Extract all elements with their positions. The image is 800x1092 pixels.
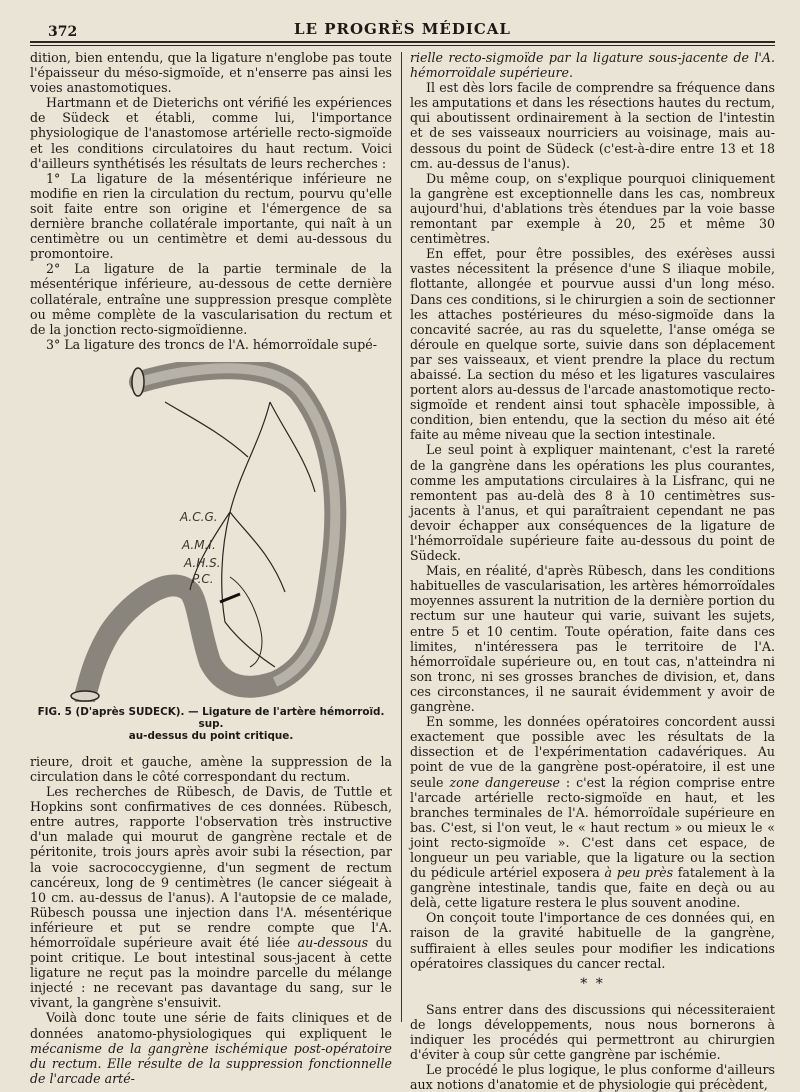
emphasis: mécanisme de la gangrène ischémique post-opératoire du rectum. Elle résulte de la suppression fonctionnelle de l'arcade arté-: [30, 1040, 392, 1086]
paragraph: 1° La ligature de la mésentérique inférieure ne modifie en rien la circulation du rectum, pourvu qu'elle soit faite entre son origine et l'émergence de sa dernière branche collatérale importante, qui naît à un centimètre ou un centimètre et demi au-dessous du promontoire.: [30, 170, 392, 262]
paragraph: 2° La ligature de la partie terminale de la mésentérique inférieure, au-dessous de cette dernière collatérale, entraîne une suppression presque complète ou même complète de la vascularisation du rectum et de la jonction recto-sigmoïdienne.: [30, 261, 392, 337]
section-separator: * *: [580, 975, 605, 992]
paragraph: Sans entrer dans des discussions qui nécessiteraient de longs développements, nous nous bornerons à indiquer les procédés qui permettront au chirurgien d'éviter à coup sûr cette gangrène par ischémie.: [410, 1001, 775, 1063]
emphasis: rielle recto-sigmoïde par la ligature sous-jacente de l'A. hémorroïdale supérieure.: [410, 50, 775, 81]
caption-line: FIG. 5 (D'après SUDECK). — Ligature de l'artère hémorroïd. sup.: [37, 705, 385, 730]
header-rule: [30, 41, 775, 43]
paragraph: Mais, en réalité, d'après Rübesch, dans les conditions habituelles de vascularisation, les artères hémorroïdales moyennes assurent la nutrition de la dernière portion du rectum sur une hauteur qui varie, suivant les sujets, entre 5 et 10 centim. Toute opération, faite dans ces limites, n'intéressera pas le territoire de l'A. hémorroïdale supérieure ou, en tout cas, n'atteindra ni son tronc, ni ses grosses branches de division, et, dans ces circonstances, il ne saurait évidemment y avoir de gangrène.: [410, 563, 775, 715]
paragraph: Le seul point à expliquer maintenant, c'est la rareté de la gangrène dans les opérations les plus courantes, comme les amputations circulaires à la Lisfranc, qui ne remontent pas au-delà des 8 à 10 centimètres sus-jacents à l'anus, et qui paraîtraient cependant ne pas devoir échapper aux conséquences de la ligature de l'hémorroïdale supérieure faite au-dessous du point de Südeck.: [410, 442, 775, 564]
paragraph: [30, 1010, 392, 1085]
paragraph: rieure, droit et gauche, amène la suppression de la circulation dans le côté correspondant du rectum.: [30, 753, 392, 784]
label-ahs: A.H.S.: [184, 555, 221, 570]
emphasis: à peu près: [604, 865, 674, 881]
emphasis: zone dangereuse: [449, 774, 560, 790]
artery-branches: [165, 402, 315, 667]
paragraph: Du même coup, on s'explique pourquoi cliniquement la gangrène est exceptionnelle dans les cas, nombreux aujourd'hui, d'ablations très étendues par la voie basse remontant par exemple à 20, 25 et même 30 centimètres.: [410, 170, 775, 247]
paragraph: Il est dès lors facile de comprendre sa fréquence dans les amputations et dans les résections hautes du rectum, qui aboutissent ordinairement à la section de l'intestin et de ses vaisseaux nourriciers au voisinage, mais au-dessous du point de Südeck (c'est-à-dire entre 13 et 18 cm. au-dessus de l'anus).: [410, 80, 775, 171]
paragraph: dition, bien entendu, que la ligature n'englobe pas toute l'épaisseur du méso-sigmoïde, et n'enserre pas ainsi les voies anastomotiques.: [30, 50, 392, 96]
right-column: [410, 50, 775, 1092]
paragraph: [410, 714, 775, 910]
colon-end-bottom: [71, 691, 99, 701]
colon-illustration: [70, 362, 350, 702]
page-header: [30, 14, 775, 44]
text-run: fatalement à la gangrène intestinale, tandis que, faite en deçà ou au delà, cette ligature restera le plus souvent anodine.: [410, 865, 775, 911]
caption-line: au-dessus du point critique.: [128, 729, 294, 742]
emphasis: au-dessous: [297, 935, 369, 950]
paragraph: 3° La ligature des troncs de l'A. hémorroïdale supé-: [46, 336, 377, 352]
left-column: [30, 50, 392, 1086]
ligature-mark: [220, 594, 240, 602]
colon-shape: [85, 368, 335, 697]
label-ami: A.M.I.: [182, 537, 216, 552]
journal-title: LE PROGRÈS MÉDICAL: [294, 20, 511, 38]
header-rule-thin: [30, 45, 775, 46]
column-divider: [401, 52, 402, 1022]
text-run: Voilà donc toute une série de faits cliniques et de données anatomo-physiologiques qui expliquent le: [30, 1010, 392, 1041]
paragraph: Hartmann et de Dieterichs ont vérifié les expériences de Südeck et établi, comme lui, l'importance physiologique de l'anastomose artérielle recto-sigmoïde et les conditions circulatoires du haut rectum. Voici d'ailleurs synthétisés les résultats de leurs recherches :: [30, 95, 392, 171]
paragraph: On conçoit toute l'importance de ces données qui, en raison de la gravité habituelle de la gangrène, suffiraient à elles seules pour modifier les indications opératoires classiques du cancer rectal.: [410, 910, 775, 971]
colon-end-top: [132, 368, 144, 396]
paragraph: Le procédé le plus logique, le plus conforme d'ailleurs aux notions d'anatomie et de physiologie qui précèdent,: [410, 1062, 775, 1092]
paragraph: [30, 784, 392, 1010]
text-run: En somme, les données opératoires concordent aussi exactement que possible avec les résultats de la dissection et de l'expérimentation cadavériques. Au point de vue de la gangrène post-opératoire, il est une seule: [410, 714, 775, 790]
paragraph: [410, 50, 775, 80]
figure-caption: [30, 706, 392, 742]
paragraph: En effet, pour être possibles, des exérèses aussi vastes nécessitent la présence d'une S iliaque mobile, flottante, allongée et pourvue aussi d'un long méso. Dans ces conditions, si le chirurgien a soin de sectionner les attaches postérieures du méso-sigmoïde dans la concavité sacrée, au ras du squelette, l'anse oméga se déroule en quelque sorte, suivie dans son déplacement par ses vaisseaux, et vient prendre la place du rectum abaissé. La section du méso et les ligatures vasculaires portent alors au-dessus de l'arcade anastomotique recto-sigmoïde et rendent ainsi tout sphacèle impossible, à condition, bien entendu, que la section du méso ait été faite au même niveau que la section intestinale.: [410, 246, 775, 443]
figure-5: [30, 362, 392, 702]
text-run: du point critique. Le bout intestinal sous-jacent à cette ligature ne reçut pas la moindre parcelle du mélange injecté : ne recevant pas davantage du sang, sur le vivant, la gangrène s'ensuivit.: [30, 935, 392, 1011]
page-number: 372: [48, 24, 78, 40]
text-run: : c'est la région comprise entre l'arcade artérielle recto-sigmoïde en haut, et les branches terminales de l'A. hémorroïdale supérieure en bas. C'est, si l'on veut, le « haut rectum » ou mieux le « joint recto-sigmoïde ». C'est dans cet espace, de longueur un peu variable, que la ligature ou la section du pédicule artériel exposera: [410, 774, 775, 881]
text-run: Les recherches de Rübesch, de Davis, de Tuttle et Hopkins sont confirmatives de ces données. Rübesch, entre autres, rapporte l'observation très instructive d'un malade qui mourut de gangrène rectale et de péritonite, trois jours après avoir subi la résection, par la voie sacrococcygienne, d'un segment de rectum cancéreux, long de 9 centimètres (le cancer siégeait à 10 cm. au-dessus de l'anus). A l'autopsie de ce malade, Rübesch poussa une injection dans l'A. mésentérique inférieure et put se rendre compte que l'A. hémorroïdale supérieure avait été liée: [30, 784, 392, 950]
label-acg: A.C.G.: [180, 509, 218, 524]
label-pc: P.C.: [192, 571, 214, 586]
